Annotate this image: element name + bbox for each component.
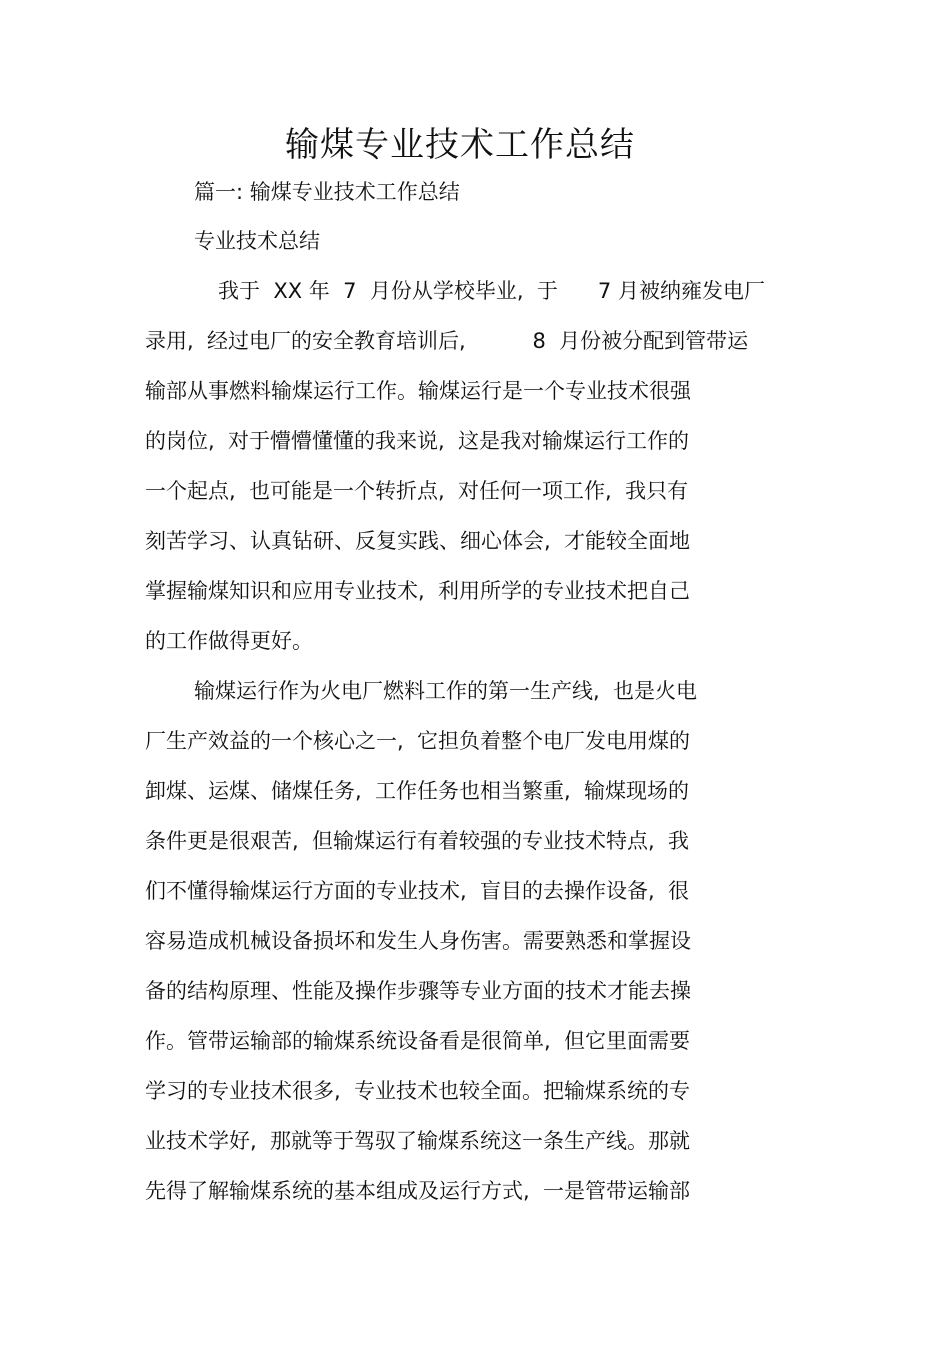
body-line: 的工作做得更好。 xyxy=(145,629,313,653)
body-line: 条件更是很艰苦, 但输煤运行有着较强的专业技术特点, 我 xyxy=(145,829,690,853)
body-line: 刻苦学习、认真钻研、反复实践、细心体会, 才能较全面地 xyxy=(145,529,691,553)
body-line: 我于 XX 年 7 月份从学校毕业, 于 7 月被纳雍发电厂 xyxy=(218,279,765,303)
body-line: 卸煤、运煤、储煤任务, 工作任务也相当繁重, 输煤现场的 xyxy=(145,779,690,803)
body-line: 一个起点, 也可能是一个转折点, 对任何一项工作, 我只有 xyxy=(145,479,689,503)
body-line: 厂生产效益的一个核心之一, 它担负着整个电厂发电用煤的 xyxy=(145,729,691,753)
body-line: 输部从事燃料输煤运行工作。输煤运行是一个专业技术很强 xyxy=(145,379,691,403)
body-line: 的岗位, 对于懵懵懂懂的我来说, 这是我对输煤运行工作的 xyxy=(145,429,690,453)
section-label: 专业技术总结 xyxy=(194,229,320,253)
body-line: 作。管带运输部的输煤系统设备看是很简单, 但它里面需要 xyxy=(145,1029,691,1053)
body-line: 业技术学好, 那就等于驾驭了输煤系统这一条生产线。那就 xyxy=(145,1129,691,1153)
body-line: 录用, 经过电厂的安全教育培训后, 8 月份被分配到管带运 xyxy=(145,329,749,353)
body-line: 输煤运行作为火电厂燃料工作的第一生产线, 也是火电 xyxy=(194,679,698,703)
body-line: 掌握输煤知识和应用专业技术, 利用所学的专业技术把自己 xyxy=(145,579,691,603)
body-line: 先得了解输煤系统的基本组成及运行方式, 一是管带运输部 xyxy=(145,1179,691,1203)
document-title: 输煤专业技术工作总结 xyxy=(285,125,635,165)
subheading: 篇一: 输煤专业技术工作总结 xyxy=(194,180,460,204)
body-line: 备的结构原理、性能及操作步骤等专业方面的技术才能去操 xyxy=(145,979,691,1003)
body-line: 学习的专业技术很多, 专业技术也较全面。把输煤系统的专 xyxy=(145,1079,691,1103)
body-line: 容易造成机械设备损坏和发生人身伤害。需要熟悉和掌握设 xyxy=(145,929,691,953)
body-line: 们不懂得输煤运行方面的专业技术, 盲目的去操作设备, 很 xyxy=(145,879,690,903)
